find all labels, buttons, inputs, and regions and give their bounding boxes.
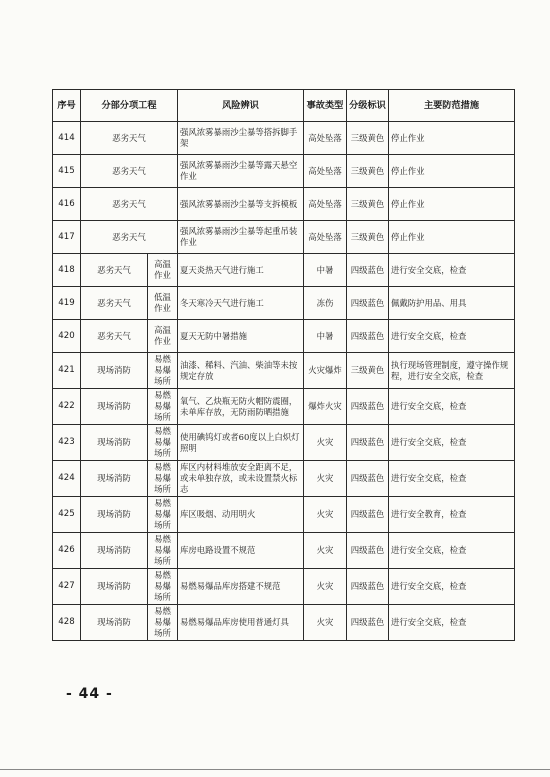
cell-accident-type: 火灾 (304, 425, 347, 461)
cell-no: 421 (53, 353, 81, 389)
cell-risk: 易燃易爆品库房搭建不规范 (178, 569, 304, 605)
cell-level: 四级蓝色 (347, 425, 389, 461)
table-row (53, 254, 515, 287)
cell-accident-type: 中暑 (304, 254, 347, 287)
header-measure: 主要防范措施 (389, 90, 515, 122)
table-row (53, 320, 515, 353)
table-row (53, 155, 515, 188)
cell-measure: 停止作业 (389, 221, 515, 254)
cell-risk: 强风浓雾暴雨沙尘暴等露天悬空作业 (178, 155, 304, 188)
cell-no: 427 (53, 569, 81, 605)
cell-risk: 强风浓雾暴雨沙尘暴等搭拆脚手架 (178, 122, 304, 155)
cell-risk: 氧气、乙炔瓶无防火帽防震圈，未单库存放，无防雨防晒措施 (178, 389, 304, 425)
cell-section: 现场消防 (81, 353, 148, 389)
cell-accident-type: 高处坠落 (304, 122, 347, 155)
risk-register-sheet (52, 89, 514, 641)
cell-section: 恶劣天气 (81, 122, 178, 155)
cell-level: 四级蓝色 (347, 497, 389, 533)
table-row (53, 122, 515, 155)
cell-measure: 进行安全交底，检查 (389, 569, 515, 605)
cell-subsection: 高温作业 (148, 320, 178, 353)
cell-measure: 进行安全交底，检查 (389, 320, 515, 353)
cell-level: 四级蓝色 (347, 461, 389, 497)
cell-subsection: 易燃易爆场所 (148, 497, 178, 533)
cell-accident-type: 火灾爆炸 (304, 353, 347, 389)
cell-section: 现场消防 (81, 605, 148, 641)
bottom-divider (0, 769, 550, 770)
cell-level: 四级蓝色 (347, 605, 389, 641)
cell-measure: 进行安全教育，检查 (389, 497, 515, 533)
risk-register-table (52, 89, 515, 641)
cell-measure: 进行安全交底，检查 (389, 605, 515, 641)
cell-subsection: 高温作业 (148, 254, 178, 287)
cell-accident-type: 火灾 (304, 533, 347, 569)
cell-subsection: 易燃易爆场所 (148, 605, 178, 641)
table-row (53, 353, 515, 389)
cell-measure: 进行安全交底，检查 (389, 461, 515, 497)
cell-section: 现场消防 (81, 569, 148, 605)
cell-accident-type: 爆炸火灾 (304, 389, 347, 425)
table-row (53, 605, 515, 641)
cell-accident-type: 火灾 (304, 461, 347, 497)
cell-section: 现场消防 (81, 533, 148, 569)
cell-no: 415 (53, 155, 81, 188)
cell-measure: 停止作业 (389, 155, 515, 188)
cell-subsection: 易燃易爆场所 (148, 533, 178, 569)
cell-section: 现场消防 (81, 425, 148, 461)
cell-level: 三级黄色 (347, 353, 389, 389)
cell-no: 418 (53, 254, 81, 287)
cell-level: 四级蓝色 (347, 533, 389, 569)
cell-measure: 进行安全交底，检查 (389, 254, 515, 287)
cell-risk: 使用碘钨灯或者60度以上白炽灯照明 (178, 425, 304, 461)
table-row (53, 425, 515, 461)
cell-level: 四级蓝色 (347, 287, 389, 320)
cell-subsection: 易燃易爆场所 (148, 569, 178, 605)
cell-subsection: 易燃易爆场所 (148, 353, 178, 389)
table-row (53, 389, 515, 425)
header-no: 序号 (53, 90, 81, 122)
cell-risk: 夏天无防中暑措施 (178, 320, 304, 353)
table-row (53, 287, 515, 320)
cell-level: 三级黄色 (347, 155, 389, 188)
cell-no: 420 (53, 320, 81, 353)
cell-level: 四级蓝色 (347, 389, 389, 425)
cell-subsection: 易燃易爆场所 (148, 425, 178, 461)
header-type: 事故类型 (304, 90, 347, 122)
cell-risk: 易燃易爆品库房使用普通灯具 (178, 605, 304, 641)
cell-accident-type: 高处坠落 (304, 188, 347, 221)
cell-no: 417 (53, 221, 81, 254)
cell-level: 三级黄色 (347, 122, 389, 155)
header-risk: 风险辨识 (178, 90, 304, 122)
cell-accident-type: 高处坠落 (304, 221, 347, 254)
cell-risk: 冬天寒冷天气进行施工 (178, 287, 304, 320)
cell-measure: 执行现场管理制度，遵守操作规程，进行安全交底，检查 (389, 353, 515, 389)
cell-measure: 停止作业 (389, 188, 515, 221)
cell-accident-type: 火灾 (304, 497, 347, 533)
cell-no: 425 (53, 497, 81, 533)
cell-subsection: 易燃易爆场所 (148, 461, 178, 497)
cell-accident-type: 火灾 (304, 569, 347, 605)
cell-section: 恶劣天气 (81, 221, 178, 254)
cell-risk: 油漆、稀料、汽油、柴油等未按规定存放 (178, 353, 304, 389)
cell-no: 414 (53, 122, 81, 155)
cell-section: 现场消防 (81, 461, 148, 497)
cell-section: 恶劣天气 (81, 188, 178, 221)
cell-level: 三级黄色 (347, 221, 389, 254)
table-body (53, 122, 515, 641)
cell-risk: 强风浓雾暴雨沙尘暴等支拆模板 (178, 188, 304, 221)
cell-accident-type: 高处坠落 (304, 155, 347, 188)
cell-measure: 进行安全交底，检查 (389, 389, 515, 425)
cell-no: 416 (53, 188, 81, 221)
cell-measure: 佩戴防护用品、用具 (389, 287, 515, 320)
table-row (53, 533, 515, 569)
cell-section: 现场消防 (81, 497, 148, 533)
cell-accident-type: 冻伤 (304, 287, 347, 320)
cell-level: 四级蓝色 (347, 569, 389, 605)
cell-section: 恶劣天气 (81, 320, 148, 353)
cell-section: 恶劣天气 (81, 287, 148, 320)
cell-risk: 库区吸烟、动用明火 (178, 497, 304, 533)
cell-risk: 强风浓雾暴雨沙尘暴等起重吊装作业 (178, 221, 304, 254)
page-number: - 44 - (66, 686, 113, 702)
cell-no: 422 (53, 389, 81, 425)
cell-subsection: 低温作业 (148, 287, 178, 320)
cell-measure: 进行安全交底，检查 (389, 425, 515, 461)
cell-subsection: 易燃易爆场所 (148, 389, 178, 425)
cell-section: 恶劣天气 (81, 254, 148, 287)
header-level: 分级标识 (347, 90, 389, 122)
cell-measure: 进行安全交底，检查 (389, 533, 515, 569)
table-row (53, 221, 515, 254)
cell-no: 423 (53, 425, 81, 461)
header-section: 分部分项工程 (81, 90, 178, 122)
table-row (53, 461, 515, 497)
cell-measure: 停止作业 (389, 122, 515, 155)
cell-risk: 库区内材料堆放安全距离不足，或未单独存放，或未设置禁火标志 (178, 461, 304, 497)
cell-section: 现场消防 (81, 389, 148, 425)
cell-risk: 库房电路设置不规范 (178, 533, 304, 569)
cell-section: 恶劣天气 (81, 155, 178, 188)
cell-accident-type: 中暑 (304, 320, 347, 353)
cell-no: 426 (53, 533, 81, 569)
table-row (53, 497, 515, 533)
cell-no: 419 (53, 287, 81, 320)
cell-risk: 夏天炎热天气进行施工 (178, 254, 304, 287)
table-row (53, 188, 515, 221)
cell-accident-type: 火灾 (304, 605, 347, 641)
cell-level: 四级蓝色 (347, 320, 389, 353)
cell-no: 428 (53, 605, 81, 641)
cell-no: 424 (53, 461, 81, 497)
table-header-row (53, 90, 515, 122)
cell-level: 四级蓝色 (347, 254, 389, 287)
cell-level: 三级黄色 (347, 188, 389, 221)
table-row (53, 569, 515, 605)
